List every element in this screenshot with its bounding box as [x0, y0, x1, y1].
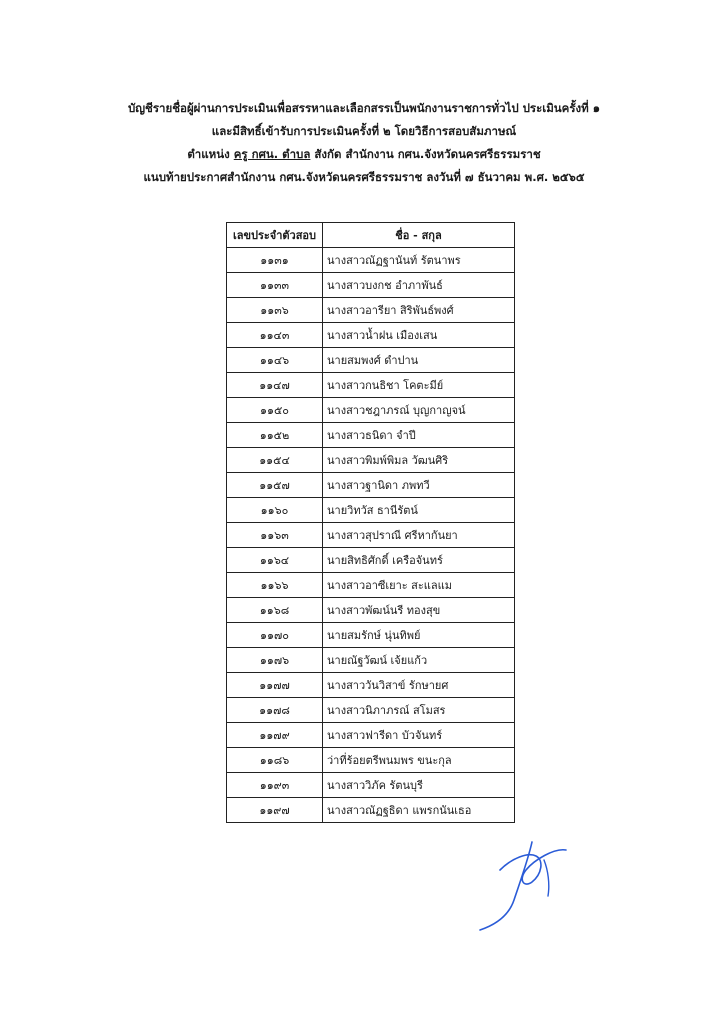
- exam-id-cell: ๑๑๓๖: [227, 298, 323, 323]
- candidate-name-cell: นางสาวณัฏฐานันท์ รัตนาพร: [323, 248, 515, 273]
- table-row: [227, 423, 515, 448]
- exam-id-cell: ๑๑๙๓: [227, 773, 323, 798]
- candidate-name-cell: นางสาวนิภาภรณ์ สโมสร: [323, 698, 515, 723]
- candidate-name-cell: นายณัฐวัฒน์ เจ้ยแก้ว: [323, 648, 515, 673]
- table-row: [227, 448, 515, 473]
- candidate-table: [226, 222, 515, 823]
- candidate-name-cell: นางสาวชฎาภรณ์ บุญกาญจน์: [323, 398, 515, 423]
- candidate-name-cell: นายสมพงศ์ ดำปาน: [323, 348, 515, 373]
- exam-id-cell: ๑๑๗๐: [227, 623, 323, 648]
- exam-id-cell: ๑๑๔๖: [227, 348, 323, 373]
- candidate-name-cell: นายสมรักษ์ นุ่นทิพย์: [323, 623, 515, 648]
- exam-id-cell: ๑๑๓๑: [227, 248, 323, 273]
- name-column-header: ชื่อ - สกุล: [323, 223, 515, 248]
- table-row: [227, 398, 515, 423]
- candidate-name-cell: นางสาวพิมพ์พิมล วัฒนศิริ: [323, 448, 515, 473]
- table-row: [227, 498, 515, 523]
- exam-id-cell: ๑๑๖๓: [227, 523, 323, 548]
- exam-id-cell: ๑๑๗๗: [227, 673, 323, 698]
- table-row: [227, 673, 515, 698]
- candidate-name-cell: นางสาวกนธิชา โคตะมีย์: [323, 373, 515, 398]
- exam-id-cell: ๑๑๖๐: [227, 498, 323, 523]
- signature-image: [470, 830, 580, 940]
- exam-id-cell: ๑๑๗๖: [227, 648, 323, 673]
- candidate-name-cell: นางสาวฐานิดา ภพทวี: [323, 473, 515, 498]
- heading-line-4: แนบท้ายประกาศสำนักงาน กศน.จังหวัดนครศรีธรรมราช ลงวันที่ ๗ ธันวาคม พ.ศ. ๒๕๖๕: [143, 170, 585, 184]
- position-label: ตำแหน่ง: [187, 147, 230, 161]
- table-row: [227, 273, 515, 298]
- candidate-name-cell: นางสาวน้ำฝน เมืองเสน: [323, 323, 515, 348]
- table-row: [227, 648, 515, 673]
- candidate-name-cell: ว่าที่ร้อยตรีพนมพร ขนะกุล: [323, 748, 515, 773]
- candidate-name-cell: นางสาวอารียา สิริพันธ์พงศ์: [323, 298, 515, 323]
- exam-id-cell: ๑๑๓๓: [227, 273, 323, 298]
- table-row: [227, 798, 515, 823]
- candidate-name-cell: นางสาวอาซีเยาะ สะแลแม: [323, 573, 515, 598]
- affiliation-text: สังกัด สำนักงาน กศน.จังหวัดนครศรีธรรมราช: [314, 147, 541, 161]
- exam-id-cell: ๑๑๔๗: [227, 373, 323, 398]
- table-row: [227, 748, 515, 773]
- exam-id-column-header: เลขประจำตัวสอบ: [227, 223, 323, 248]
- exam-id-cell: ๑๑๙๗: [227, 798, 323, 823]
- exam-id-cell: ๑๑๗๙: [227, 723, 323, 748]
- table-row: [227, 698, 515, 723]
- exam-id-cell: ๑๑๔๓: [227, 323, 323, 348]
- table-row: [227, 298, 515, 323]
- candidate-name-cell: นางสาวฟารีดา บัวจันทร์: [323, 723, 515, 748]
- table-row: [227, 573, 515, 598]
- table-header-row: [227, 223, 515, 248]
- candidate-name-cell: นางสาวธนิดา จำปี: [323, 423, 515, 448]
- table-row: [227, 773, 515, 798]
- exam-id-cell: ๑๑๖๘: [227, 598, 323, 623]
- table-row: [227, 598, 515, 623]
- table-row: [227, 248, 515, 273]
- heading-line-2: และมีสิทธิ์เข้ารับการประเมินครั้งที่ ๒ โดยวิธีการสอบสัมภาษณ์: [211, 124, 517, 138]
- exam-id-cell: ๑๑๕๔: [227, 448, 323, 473]
- candidate-name-cell: นางสาวบงกช อำภาพันธ์: [323, 273, 515, 298]
- exam-id-cell: ๑๑๖๔: [227, 548, 323, 573]
- table-row: [227, 548, 515, 573]
- heading-line-1: บัญชีรายชื่อผู้ผ่านการประเมินเพื่อสรรหาและเลือกสรรเป็นพนักงานราชการทั่วไป ประเมินครั้งที่ ๑: [127, 101, 601, 115]
- candidate-name-cell: นางสาวณัฏฐธิดา แพรกนันเธอ: [323, 798, 515, 823]
- exam-id-cell: ๑๑๘๖: [227, 748, 323, 773]
- candidate-name-cell: นางสาวพัฒน์นรี ทองสุข: [323, 598, 515, 623]
- candidate-name-cell: นายสิทธิศักดิ์ เครือจันทร์: [323, 548, 515, 573]
- candidate-name-cell: นางสาวสุปราณี ศรีหากันยา: [323, 523, 515, 548]
- position-title: ครู กศน. ตำบล: [233, 147, 311, 161]
- exam-id-cell: ๑๑๗๘: [227, 698, 323, 723]
- exam-id-cell: ๑๑๕๐: [227, 398, 323, 423]
- exam-id-cell: ๑๑๕๒: [227, 423, 323, 448]
- candidate-name-cell: นางสาววันวิสาข์ รักษายศ: [323, 673, 515, 698]
- table-row: [227, 623, 515, 648]
- table-body: [227, 248, 515, 823]
- exam-id-cell: ๑๑๖๖: [227, 573, 323, 598]
- candidate-name-cell: นายวิทวัส ธานีรัตน์: [323, 498, 515, 523]
- document-heading: [60, 97, 668, 189]
- exam-id-cell: ๑๑๕๗: [227, 473, 323, 498]
- table-row: [227, 323, 515, 348]
- heading-line-3: [60, 143, 668, 166]
- table-row: [227, 473, 515, 498]
- table-row: [227, 723, 515, 748]
- candidate-name-cell: นางสาววิภัค รัตนบุรี: [323, 773, 515, 798]
- table-row: [227, 348, 515, 373]
- table-row: [227, 523, 515, 548]
- table-row: [227, 373, 515, 398]
